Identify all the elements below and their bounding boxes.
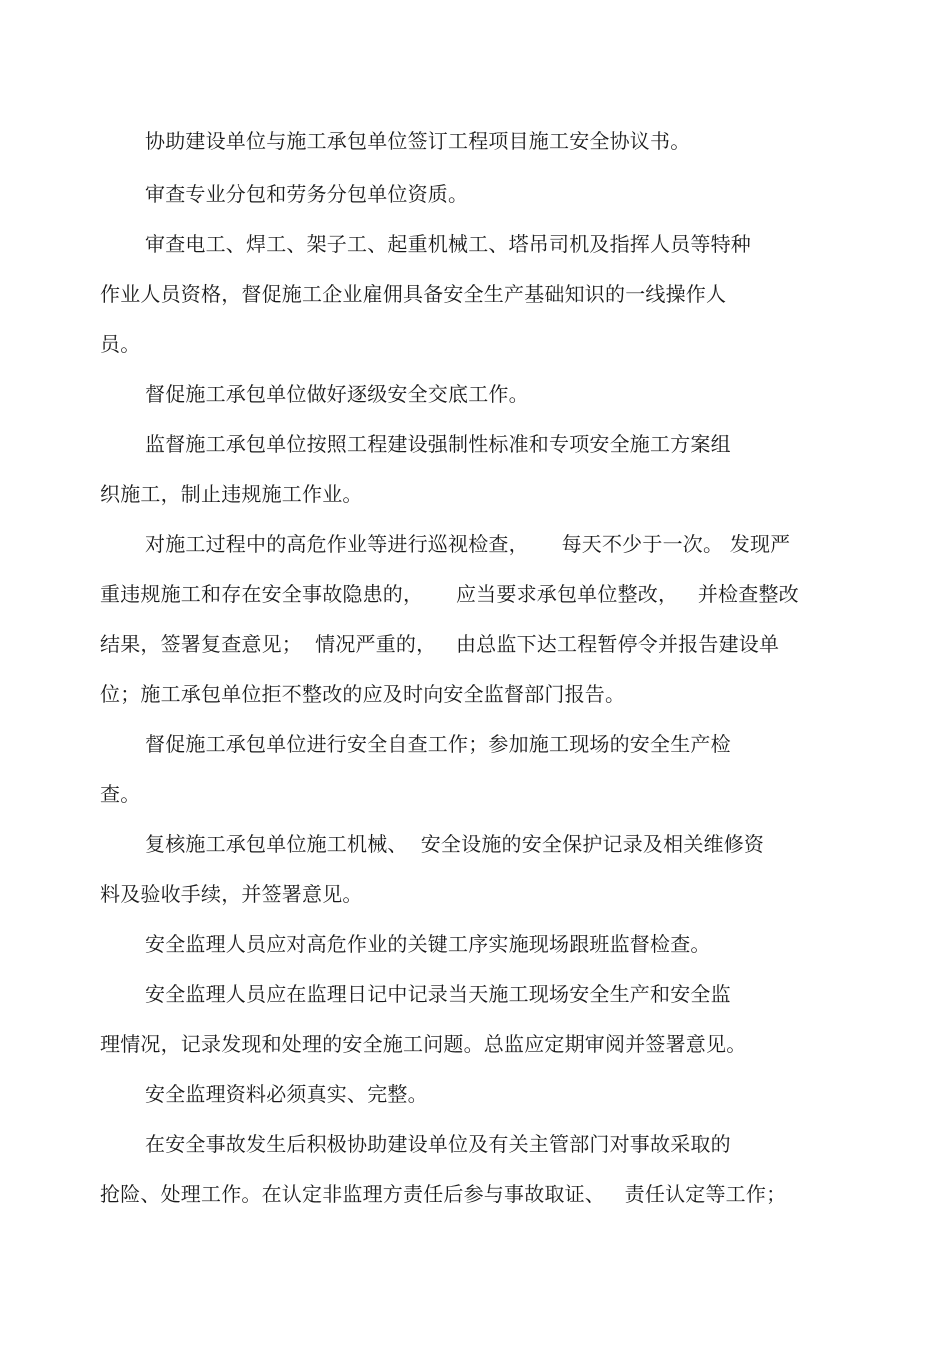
paragraph-7-line-2: 查。: [100, 782, 141, 806]
paragraph-3-line-2: 作业人员资格，督促施工企业雇佣具备安全生产基础知识的一线操作人: [100, 282, 727, 306]
paragraph-5-line-1: 监督施工承包单位按照工程建设强制性标准和专项安全施工方案组: [145, 432, 731, 456]
paragraph-1-line-1: 协助建设单位与施工承包单位签订工程项目施工安全协议书。: [145, 129, 691, 153]
paragraph-3-line-1: 审查电工、焊工、架子工、起重机械工、塔吊司机及指挥人员等特种: [145, 232, 751, 256]
paragraph-7-line-1: 督促施工承包单位进行安全自查工作；参加施工现场的安全生产检: [145, 732, 731, 756]
paragraph-9-line-1: 安全监理人员应对高危作业的关键工序实施现场跟班监督检查。: [145, 932, 711, 956]
paragraph-6-line-2: 重违规施工和存在安全事故隐患的， 应当要求承包单位整改， 并检查整改: [100, 582, 799, 606]
paragraph-6-line-4: 位；施工承包单位拒不整改的应及时向安全监督部门报告。: [100, 682, 626, 706]
paragraph-8-line-1: 复核施工承包单位施工机械、 安全设施的安全保护记录及相关维修资: [145, 832, 765, 856]
paragraph-2-line-1: 审查专业分包和劳务分包单位资质。: [145, 182, 469, 206]
paragraph-6-line-3: 结果，签署复查意见； 情况严重的， 由总监下达工程暂停令并报告建设单: [100, 632, 780, 656]
paragraph-12-line-2: 抢险、处理工作。在认定非监理方责任后参与事故取证、 责任认定等工作；: [100, 1182, 787, 1206]
paragraph-4-line-1: 督促施工承包单位做好逐级安全交底工作。: [145, 382, 529, 406]
paragraph-11-line-1: 安全监理资料必须真实、完整。: [145, 1082, 428, 1106]
paragraph-10-line-1: 安全监理人员应在监理日记中记录当天施工现场安全生产和安全监: [145, 982, 731, 1006]
paragraph-5-line-2: 织施工，制止违规施工作业。: [100, 482, 363, 506]
paragraph-12-line-1: 在安全事故发生后积极协助建设单位及有关主管部门对事故采取的: [145, 1132, 731, 1156]
paragraph-8-line-2: 料及验收手续，并签署意见。: [100, 882, 363, 906]
paragraph-6-line-1: 对施工过程中的高危作业等进行巡视检查， 每天不少于一次。 发现严: [145, 532, 791, 556]
paragraph-3-line-3: 员。: [100, 332, 141, 356]
paragraph-10-line-2: 理情况，记录发现和处理的安全施工问题。总监应定期审阅并签署意见。: [100, 1032, 747, 1056]
